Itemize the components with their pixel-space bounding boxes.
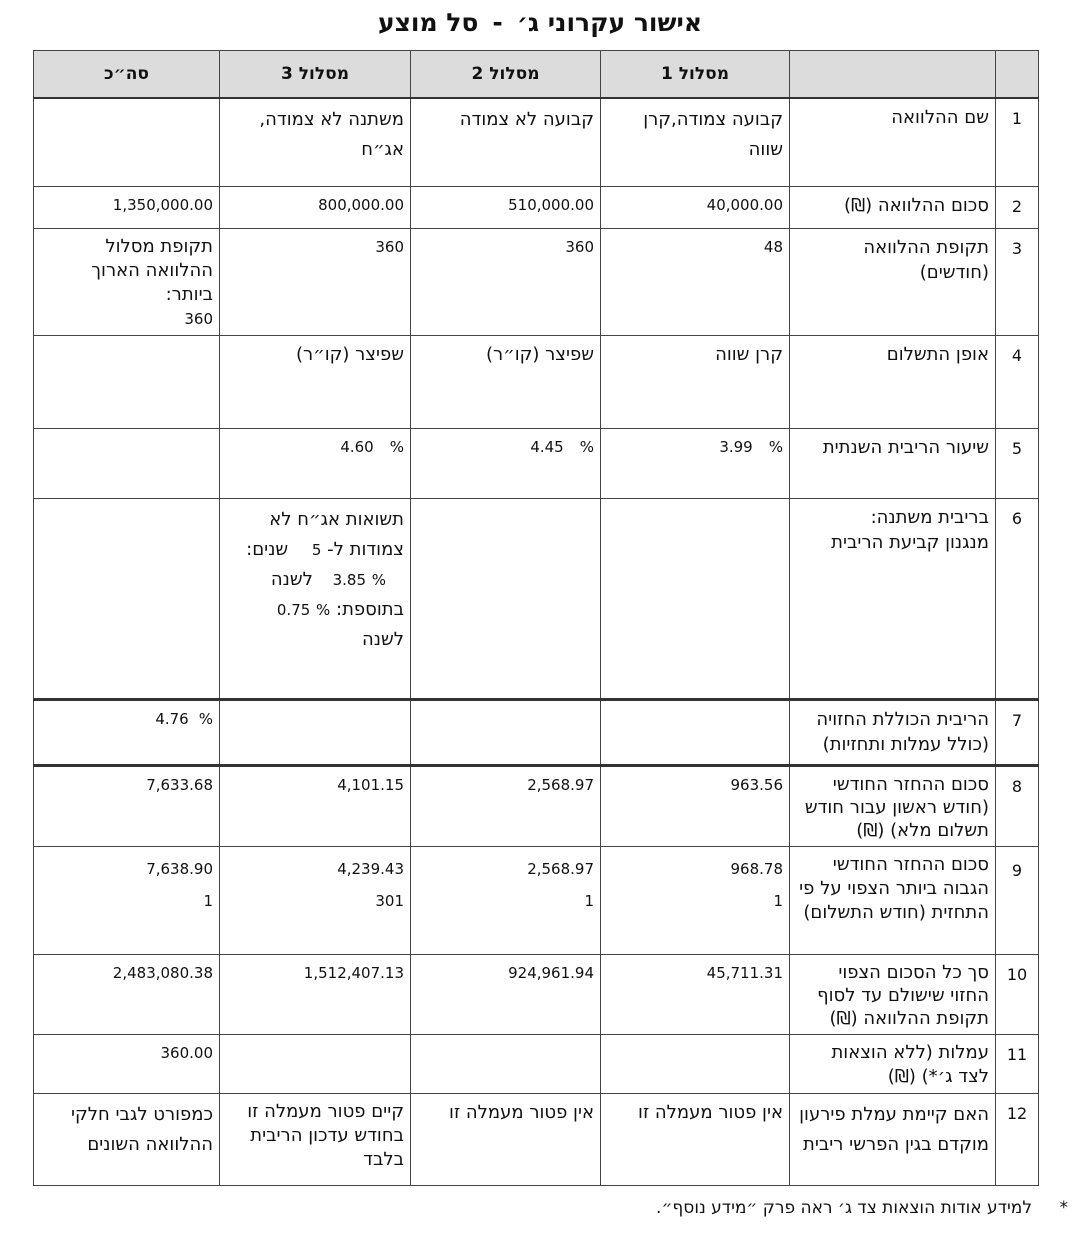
cell-route-1: 968.78 1: [601, 847, 790, 955]
cell-total: [34, 429, 220, 499]
header-total: סה״כ: [34, 51, 220, 98]
row-number: 9: [996, 847, 1039, 955]
cell-route-2: אין פטור מעמלה זו: [411, 1094, 601, 1186]
cell-total: 7,638.90 1: [34, 847, 220, 955]
cell-route-1: קבועה צמודה,קרן שווה: [601, 98, 790, 187]
page-title: [0, 8, 1080, 37]
mortgage-approval-table: [33, 50, 1039, 1186]
header-route-1: מסלול 1: [601, 51, 790, 98]
footnote-star: *: [1059, 1198, 1068, 1218]
row-number: 7: [996, 700, 1039, 766]
row-number: 4: [996, 336, 1039, 429]
table-row: [34, 766, 1039, 847]
cell-total: 7,633.68: [34, 766, 220, 847]
longest-period-value: 360: [184, 310, 213, 328]
cell-total: 4.76 %: [34, 700, 220, 766]
row-label: האם קיימת עמלת פירעון מוקדם בגין הפרשי ריבית: [790, 1094, 996, 1186]
cell-route-3: קיים פטור מעמלה זו בחודש עדכון הריבית בלבד: [220, 1094, 411, 1186]
cell-route-2: 360: [411, 229, 601, 336]
table-row: [34, 955, 1039, 1035]
cell-route-3: 800,000.00: [220, 187, 411, 229]
cell-route-3: 360: [220, 229, 411, 336]
table-row: [34, 229, 1039, 336]
cell-route-2: 4.45 %: [411, 429, 601, 499]
table-row: [34, 429, 1039, 499]
table-row: [34, 1094, 1039, 1186]
table-row: [34, 847, 1039, 955]
cell-route-3: משתנה לא צמודה, אג״ח: [220, 98, 411, 187]
cell-total: 1,350,000.00: [34, 187, 220, 229]
row-label: בריבית משתנה: מנגנון קביעת הריבית: [790, 499, 996, 700]
cell-total: כמפורט לגבי חלקי ההלוואה השונים: [34, 1094, 220, 1186]
row-label: שם ההלוואה: [790, 98, 996, 187]
cell-route-2: 2,568.97 1: [411, 847, 601, 955]
cell-route-2: 924,961.94: [411, 955, 601, 1035]
cell-route-1: [601, 700, 790, 766]
cell-route-1: 3.99 %: [601, 429, 790, 499]
cell-total: [34, 229, 220, 336]
footnote: [432, 1198, 1068, 1218]
title-main: אישור עקרוני ג׳: [516, 8, 703, 37]
footnote-text: למידע אודות הוצאות צד ג׳ ראה פרק ״מידע נוסף״.: [656, 1198, 1032, 1218]
table-row: [34, 187, 1039, 229]
cell-route-1: 40,000.00: [601, 187, 790, 229]
cell-route-1: קרן שווה: [601, 336, 790, 429]
table-row: [34, 499, 1039, 700]
row-label: תקופת ההלוואה (חודשים): [790, 229, 996, 336]
row-number: 5: [996, 429, 1039, 499]
title-dash: -: [492, 8, 503, 37]
row-number: 8: [996, 766, 1039, 847]
cell-total: [34, 98, 220, 187]
row-label: סכום ההלוואה (₪): [790, 187, 996, 229]
row-label: שיעור הריבית השנתית: [790, 429, 996, 499]
cell-route-3: שפיצר (קו״ר): [220, 336, 411, 429]
header-num: [996, 51, 1039, 98]
header-row: [34, 51, 1039, 98]
row-label: אופן התשלום: [790, 336, 996, 429]
table-row: [34, 1035, 1039, 1094]
cell-route-2: [411, 1035, 601, 1094]
header-route-3: מסלול 3: [220, 51, 411, 98]
longest-period-label: תקופת מסלול ההלוואה הארוך ביותר:: [91, 236, 213, 305]
row-label: סך כל הסכום הצפוי החזוי שישולם עד לסוף תקופת ההלוואה (₪): [790, 955, 996, 1035]
cell-route-1: אין פטור מעמלה זו: [601, 1094, 790, 1186]
cell-route-1: [601, 1035, 790, 1094]
title-sub: סל מוצע: [377, 8, 479, 37]
table-row: [34, 700, 1039, 766]
variable-rate-mechanism: תשואות אג״ח לא צמודות ל- 5 שנים: % 3.85 לשנה בתוספת: % 0.75 לשנה: [246, 509, 404, 650]
cell-route-2: קבועה לא צמודה: [411, 98, 601, 187]
header-route-2: מסלול 2: [411, 51, 601, 98]
row-number: 6: [996, 499, 1039, 700]
row-number: 12: [996, 1094, 1039, 1186]
cell-route-1: 45,711.31: [601, 955, 790, 1035]
cell-total: [34, 336, 220, 429]
cell-route-2: 2,568.97: [411, 766, 601, 847]
cell-route-1: 963.56: [601, 766, 790, 847]
cell-route-1: 48: [601, 229, 790, 336]
cell-total: [34, 499, 220, 700]
cell-route-2: 510,000.00: [411, 187, 601, 229]
cell-total: 360.00: [34, 1035, 220, 1094]
row-label: סכום ההחזר החודשי הגבוה ביותר הצפוי על פי התחזית (חודש התשלום): [790, 847, 996, 955]
cell-route-3: [220, 1035, 411, 1094]
cell-route-1: [601, 499, 790, 700]
row-label: הריבית הכוללת החזויה (כולל עמלות ותחזיות): [790, 700, 996, 766]
table-row: [34, 98, 1039, 187]
row-number: 10: [996, 955, 1039, 1035]
row-label: סכום ההחזר החודשי (חודש ראשון עבור חודש תשלום מלא) (₪): [790, 766, 996, 847]
table-row: [34, 336, 1039, 429]
row-label: עמלות (ללא הוצאות לצד ג׳*) (₪): [790, 1035, 996, 1094]
cell-route-3: [220, 700, 411, 766]
row-number: 2: [996, 187, 1039, 229]
cell-route-2: [411, 700, 601, 766]
cell-route-3: 4.60 %: [220, 429, 411, 499]
cell-route-3: 4,239.43 301: [220, 847, 411, 955]
cell-route-3: 1,512,407.13: [220, 955, 411, 1035]
cell-route-3: [220, 499, 411, 700]
cell-route-3: 4,101.15: [220, 766, 411, 847]
header-label: [790, 51, 996, 98]
cell-route-2: [411, 499, 601, 700]
cell-total: 2,483,080.38: [34, 955, 220, 1035]
row-number: 1: [996, 98, 1039, 187]
row-number: 11: [996, 1035, 1039, 1094]
cell-route-2: שפיצר (קו״ר): [411, 336, 601, 429]
row-number: 3: [996, 229, 1039, 336]
